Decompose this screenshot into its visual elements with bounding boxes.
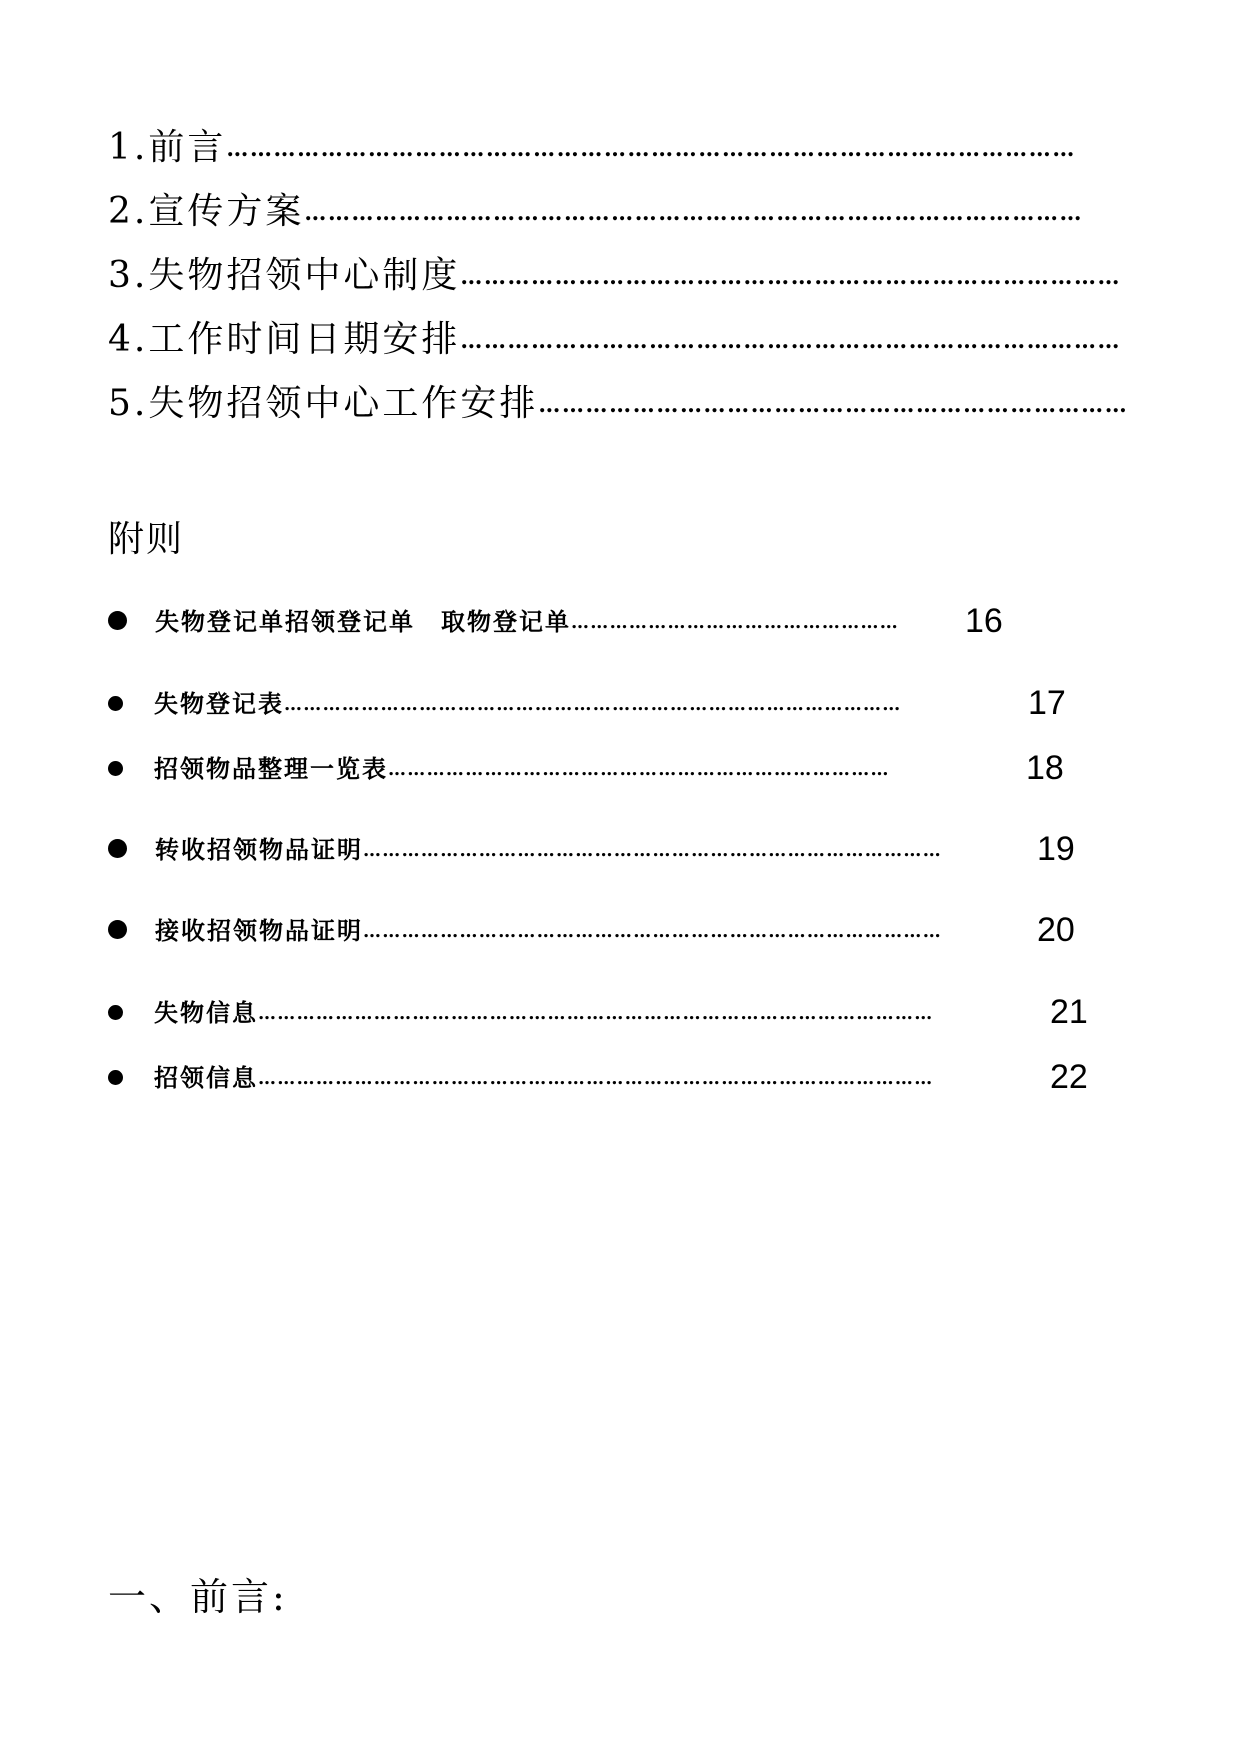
appendix-page-number: 18 <box>1026 749 1064 787</box>
bullet-icon <box>108 696 123 711</box>
bullet-icon <box>108 839 127 858</box>
appendix-entry[interactable] <box>108 598 1003 638</box>
appendix-entry[interactable] <box>108 907 1075 947</box>
appendix-entry-label: 接收招领物品证明 <box>155 916 363 945</box>
appendix-entry[interactable] <box>108 1054 1088 1094</box>
appendix-leader-dots: …………………………………………………………………………………… <box>284 694 902 715</box>
appendix-page-number: 20 <box>1037 911 1075 949</box>
toc-leader-dots: ………………………………………………………………… <box>538 392 1129 418</box>
appendix-leader-dots: ……………………………………………………………………………… <box>363 840 942 861</box>
appendix-entry[interactable] <box>108 989 1088 1029</box>
toc-leader-dots: ………………………………………………………………………… <box>460 264 1122 290</box>
appendix-page-number: 21 <box>1050 993 1088 1031</box>
bullet-icon <box>108 1005 123 1020</box>
toc-entry[interactable] <box>108 118 1076 168</box>
toc-entry[interactable] <box>108 374 1129 424</box>
appendix-page-number: 19 <box>1037 830 1075 868</box>
appendix-entry-label: 失物登记单招领登记单 取物登记单 <box>155 607 571 636</box>
appendix-page-number: 17 <box>1028 684 1066 722</box>
bullet-icon <box>108 761 123 776</box>
toc-entry[interactable] <box>108 246 1122 296</box>
appendix-heading: 附则 <box>108 519 185 560</box>
bullet-icon <box>108 1070 123 1085</box>
toc-leader-dots: ……………………………………………………………………………………… <box>304 200 1084 226</box>
toc-entry-label: 2.宣传方案 <box>108 191 305 232</box>
bullet-icon <box>108 611 127 630</box>
section-heading: 一、前言: <box>108 1575 288 1619</box>
appendix-entry-label: 招领物品整理一览表 <box>154 754 388 783</box>
appendix-entry-label: 招领信息 <box>154 1063 258 1092</box>
appendix-page-number: 16 <box>965 602 1003 640</box>
toc-leader-dots: ……………………………………………………………………………………………… <box>226 136 1076 162</box>
toc-entry-label: 5.失物招领中心工作安排 <box>108 383 539 424</box>
appendix-leader-dots: …………………………………………………………………… <box>388 759 890 780</box>
appendix-leader-dots: …………………………………………………………………………………………… <box>258 1068 934 1089</box>
appendix-page-number: 22 <box>1050 1058 1088 1096</box>
appendix-leader-dots: …………………………………………………………………………………………… <box>258 1003 934 1024</box>
toc-entry-label: 1.前言 <box>108 127 227 168</box>
appendix-entry[interactable] <box>108 745 1064 785</box>
appendix-entry-label: 转收招领物品证明 <box>155 835 363 864</box>
appendix-leader-dots: ……………………………………………………………………………… <box>363 921 942 942</box>
appendix-entry-label: 失物登记表 <box>154 689 284 718</box>
appendix-entry[interactable] <box>108 826 1075 866</box>
toc-entry-label: 3.失物招领中心制度 <box>108 255 461 296</box>
appendix-leader-dots: …………………………………………… <box>571 612 900 633</box>
toc-entry[interactable] <box>108 310 1122 360</box>
appendix-entry[interactable] <box>108 680 1066 720</box>
appendix-entry-label: 失物信息 <box>154 998 258 1027</box>
bullet-icon <box>108 920 127 939</box>
toc-leader-dots: ………………………………………………………………………… <box>460 328 1122 354</box>
toc-entry-label: 4.工作时间日期安排 <box>108 319 461 360</box>
toc-entry[interactable] <box>108 182 1084 232</box>
